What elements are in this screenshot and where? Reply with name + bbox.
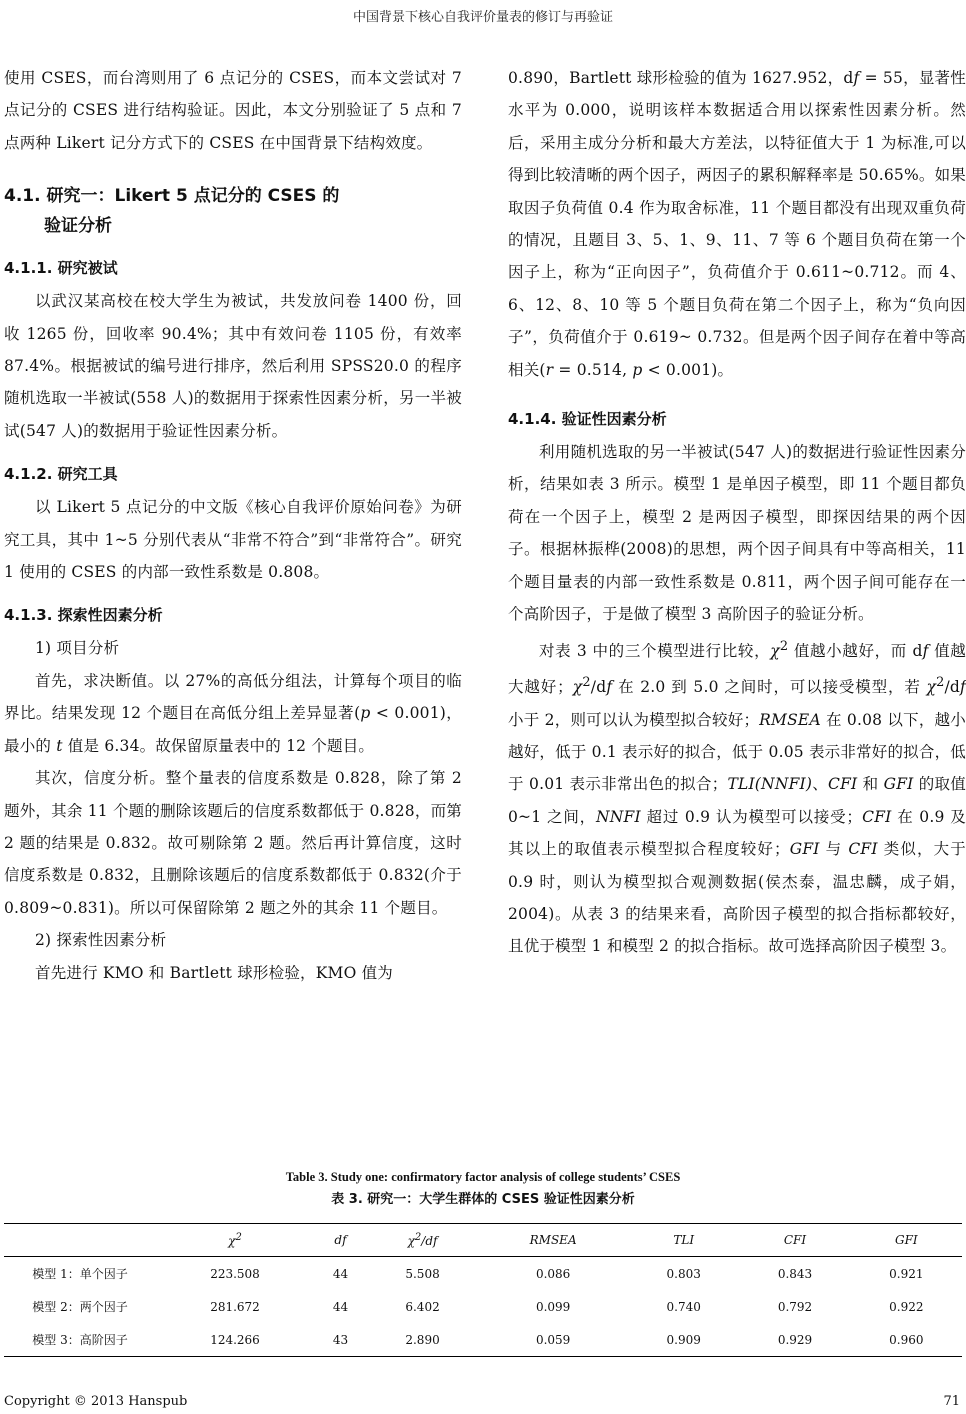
paragraph-efa-title: 2) 探索性因素分析 xyxy=(35,931,167,950)
table-cell-model: 模型 2：两个因子 xyxy=(32,1300,128,1314)
table-cell-chi2df: 2.890 xyxy=(405,1332,440,1347)
table-cell-cfi: 0.843 xyxy=(777,1266,813,1281)
table-cell-model: 模型 3：高阶因子 xyxy=(32,1333,128,1347)
table-cell-model: 模型 1：单个因子 xyxy=(32,1267,128,1281)
section-heading-4-1 xyxy=(4,181,462,241)
table-header-row xyxy=(4,1224,962,1257)
table-row xyxy=(4,1257,962,1291)
table-header-df: df xyxy=(334,1233,347,1247)
table-header-blank xyxy=(4,1224,156,1257)
paragraph-fit-indices: 对表 3 中的三个模型进行比较，$\chi^2$ 值越小越好，而 df 值越大越好；$\chi^2/df$ 在 2.0 到 5.0 之间时，可以接受模型，若 $\chi^2/df$ 小于 2，则可以认为模型拟合较好；RMSEA 在 0.08 以下，越小越好，低于 0.1 表示好的拟合，低于 0.05 表示非常好的拟合，低于 0.01 表示非常出色的拟合；TLI(NNFI)、CFI 和 GFI 的取值 0~1 之间，NNFI 超过 0.9 认为模型可以接受；CFI 在 0.9 及其以上的取值表示模型拟合程度较好；GFI 与 CFI 类似，大于 0.9 时，则认为模型拟合观测数据(侯杰泰，温忠麟，成子娟，2004)。从表 3 的结果来看，高阶因子模型的拟合指标都较好，且优于模型 1 和模型 2 的拟合指标。故可选择高阶因子模型 3。 xyxy=(508,638,966,956)
right-column xyxy=(508,62,966,963)
paragraph-kmo-continued: 0.890，Bartlett 球形检验的值为 1627.952，df = 55，显著性水平为 0.000，说明该样本数据适合用以探索性因素分析。然后，采用主成分分析和最大方差法，以特征值大于 1 为标准,可以得到比较清晰的两个因子，两因子的累积解释率是 50.65%。如果取因子负荷值 0.4 作为取舍标准，11 个题目都没有出现双重负荷的情况，且题目 3、5、1、9、11、7 等 6 个题目负荷在第一个因子上，称为“正向因子”，负荷值介于 0.611~0.712。而 4、6、12、8、10 等 5 个题目负荷在第二个因子上，称为“负向因子”，负荷值介于 0.619~ 0.732。但是两个因子间存在着中等高相关(r = 0.514, p < 0.001)。 xyxy=(508,69,966,379)
table-cell-gfi: 0.921 xyxy=(889,1266,924,1281)
table-header-chi2-df: $\chi^2/df$ xyxy=(407,1232,438,1248)
table-cell-gfi: 0.960 xyxy=(889,1332,924,1347)
paragraph-participants: 以武汉某高校在校大学生为被试，共发放问卷 1400 份，回收 1265 份，回收率 90.4%；其中有效问卷 1105 份，有效率 87.4%。根据被试的编号进行排序，然后利用 SPSS20.0 的程序随机选取一半被试(558 人)的数据用于探索性因素分析，另一半被试(547 人)的数据用于验证性因素分析。 xyxy=(4,292,462,440)
left-column xyxy=(4,62,462,989)
table-row xyxy=(4,1323,962,1357)
table-cell-rmsea: 0.086 xyxy=(535,1266,571,1281)
section-heading-4-1-line2: 验证分析 xyxy=(44,216,112,237)
table-cell-tli: 0.740 xyxy=(666,1299,701,1314)
subsection-heading-4-1-2: 4.1.2. 研究工具 xyxy=(4,465,118,484)
table-cell-cfi: 0.929 xyxy=(777,1332,813,1347)
table-cell-df: 44 xyxy=(332,1266,349,1281)
table-cell-cfi: 0.792 xyxy=(777,1299,813,1314)
subsection-heading-4-1-3: 4.1.3. 探索性因素分析 xyxy=(4,606,163,625)
table-3 xyxy=(4,1223,962,1357)
table-cell-df: 44 xyxy=(332,1299,349,1314)
subsection-heading-4-1-1: 4.1.1. 研究被试 xyxy=(4,259,118,278)
table-header-cfi: CFI xyxy=(783,1233,807,1247)
table-cell-chi2: 124.266 xyxy=(210,1332,260,1347)
table-cell-gfi: 0.922 xyxy=(889,1299,924,1314)
subsection-heading-4-1-4: 4.1.4. 验证性因素分析 xyxy=(508,410,667,429)
table-cell-rmsea: 0.059 xyxy=(535,1332,571,1347)
table-header-gfi: GFI xyxy=(894,1233,918,1247)
table-header-chi2: $\chi^2$ xyxy=(228,1232,242,1248)
paragraph-kmo: 首先进行 KMO 和 Bartlett 球形检验，KMO 值为 xyxy=(35,963,394,982)
paragraph-item-analysis-title: 1) 项目分析 xyxy=(35,639,120,658)
table-cell-chi2: 281.672 xyxy=(210,1299,260,1314)
footer-copyright: Copyright © 2013 Hanspub xyxy=(4,1394,188,1409)
paragraph-critical-ratio: 首先，求决断值。以 27%的高低分组法，计算每个项目的临界比。结果发现 12 个题目在高低分组上差异显著(p < 0.001)，最小的 t 值是 6.34。故保留原量表中的 12 个题目。 xyxy=(4,671,462,755)
paragraph-reliability: 其次，信度分析。整个量表的信度系数是 0.828，除了第 2 题外，其余 11 个题的删除该题后的信度系数都低于 0.828，而第 2 题的结果是 0.832。故可剔除第 2 题。然后再计算信度，这时信度系数是 0.832，且删除该题后的信度系数都低于 0.832(介于 0.809~0.831)。所以可保留除第 2 题之外的其余 11 个题目。 xyxy=(4,769,462,917)
table-cell-tli: 0.909 xyxy=(666,1332,701,1347)
footer-page-number: 71 xyxy=(943,1394,960,1409)
table-cell-chi2: 223.508 xyxy=(210,1266,260,1281)
paragraph-intro: 使用 CSES，而台湾则用了 6 点记分的 CSES，而本文尝试对 7 点记分的 CSES 进行结构验证。因此，本文分别验证了 5 点和 7 点两种 Likert 记分方式下的 CSES 在中国背景下结构效度。 xyxy=(4,69,462,152)
paragraph-cfa: 利用随机选取的另一半被试(547 人)的数据进行验证性因素分析，结果如表 3 所示。模型 1 是单因子模型，即 11 个题目都负荷在一个因子上，模型 2 是两因子模型，即探因结果的两个因子。根据林振桦(2008)的思想，两个因子间具有中等高相关，11 个题目量表的内部一致性系数是 0.811，两个因子间可能存在一个高阶因子，于是做了模型 3 高阶因子的验证分析。 xyxy=(508,443,966,624)
table-row xyxy=(4,1290,962,1323)
table-cell-chi2df: 5.508 xyxy=(405,1266,440,1281)
paragraph-instrument: 以 Likert 5 点记分的中文版《核心自我评价原始问卷》为研究工具，其中 1~5 分别代表从“非常不符合”到“非常符合”。研究 1 使用的 CSES 的内部一致性系数是 0.808。 xyxy=(4,498,462,582)
section-heading-4-1-line1: 4.1. 研究一：Likert 5 点记分的 CSES 的 xyxy=(4,186,340,207)
table-header-rmsea: RMSEA xyxy=(529,1233,577,1247)
table-caption-chinese: 表 3. 研究一：大学生群体的 CSES 验证性因素分析 xyxy=(331,1192,635,1207)
table-cell-df: 43 xyxy=(332,1332,349,1347)
table-caption-english: Table 3. Study one: confirmatory factor analysis of college students’ CSES xyxy=(285,1170,681,1184)
table-cell-tli: 0.803 xyxy=(666,1266,701,1281)
running-head: 中国背景下核心自我评价量表的修订与再验证 xyxy=(352,10,613,25)
table-header-tli: TLI xyxy=(673,1233,695,1247)
table-cell-chi2df: 6.402 xyxy=(405,1299,440,1314)
table-cell-rmsea: 0.099 xyxy=(535,1299,571,1314)
